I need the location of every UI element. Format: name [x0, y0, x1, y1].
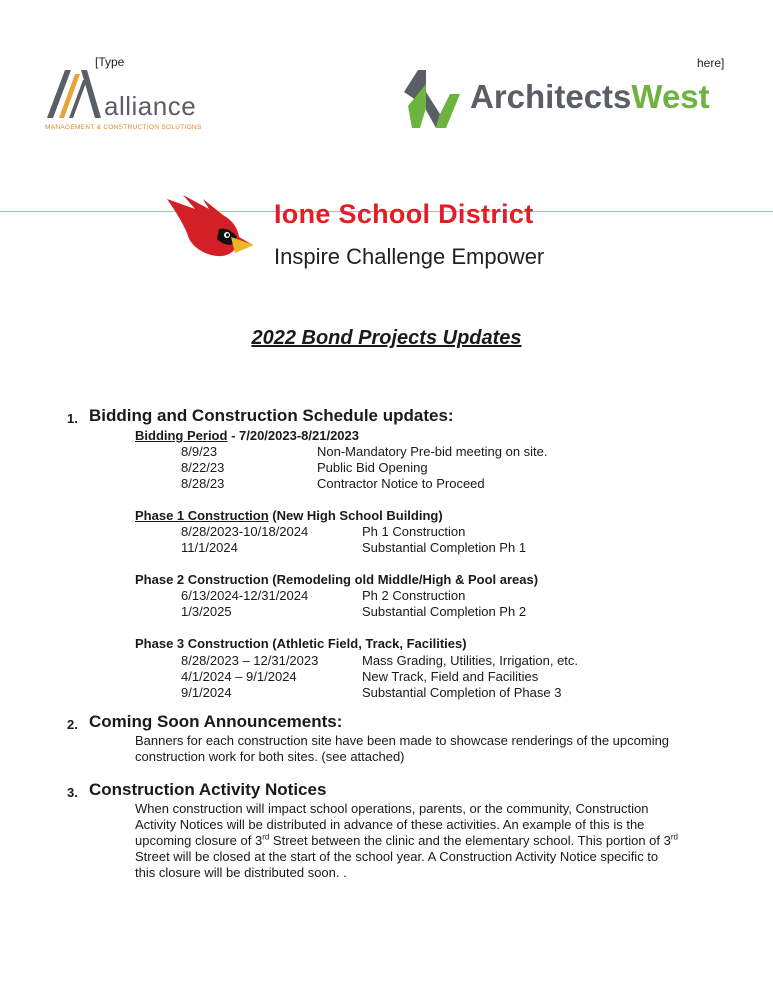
bidding-row-date: 8/9/23 — [181, 444, 218, 459]
phase-1-row-date: 8/28/2023-10/18/2024 — [181, 524, 309, 539]
alliance-logo-icon — [45, 70, 101, 118]
bidding-period-range: - 7/20/2023-8/21/2023 — [227, 428, 360, 443]
phase-3-row-desc: Mass Grading, Utilities, Irrigation, etc. — [362, 653, 579, 668]
bidding-row-desc: Contractor Notice to Proceed — [317, 476, 485, 491]
section-3-line: When construction will impact school operations, parents, or the community, Construction — [135, 801, 649, 816]
phase-3-row-date: 9/1/2024 — [181, 685, 232, 700]
phase-3-row-date: 4/1/2024 – 9/1/2024 — [181, 669, 297, 684]
header-placeholder-right: here] — [697, 56, 725, 70]
bidding-row-date: 8/22/23 — [181, 460, 225, 475]
architects-west-word-1: Architects — [470, 78, 632, 115]
architects-west-logo-icon — [404, 70, 464, 128]
section-3-line — [135, 833, 678, 849]
section-2-line: Banners for each construction site have been made to showcase renderings of the upcoming — [135, 733, 670, 748]
alliance-logo-tagline: MANAGEMENT & CONSTRUCTION SOLUTIONS — [45, 124, 202, 131]
phase-2-heading: Phase 2 Construction (Remodeling old Middle/High & Pool areas) — [135, 572, 539, 587]
phase-1-label: Phase 1 Construction — [135, 508, 269, 523]
phase-2-row-date: 1/3/2025 — [181, 604, 232, 619]
phase-2-row-date: 6/13/2024-12/31/2024 — [181, 588, 309, 603]
bidding-row-desc: Public Bid Opening — [317, 460, 428, 475]
section-3-line-part: Street between the clinic and the elementary school. This portion of 3 — [269, 833, 671, 848]
section-3-line-part: upcoming closure of 3 — [135, 833, 263, 848]
section-3-number: 3. — [67, 785, 78, 800]
phase-1-row-desc: Substantial Completion Ph 1 — [362, 540, 527, 555]
section-3-title: Construction Activity Notices — [89, 780, 327, 799]
architects-west-word-2: West — [631, 78, 710, 115]
architects-west-wordmark — [470, 78, 710, 116]
superscript-rd: rd — [262, 832, 270, 842]
section-1-title: Bidding and Construction Schedule updates: — [89, 406, 454, 425]
district-name: Ione School District — [274, 199, 534, 229]
phase-3-row-desc: New Track, Field and Facilities — [362, 669, 539, 684]
bidding-period-label: Bidding Period — [135, 428, 228, 443]
phase-1-row-desc: Ph 1 Construction — [362, 524, 466, 539]
section-3-line: Activity Notices will be distributed in advance of these activities. An example of this is the — [135, 817, 645, 832]
section-2-line: construction work for both sites. (see attached) — [135, 749, 405, 764]
phase-2-row-desc: Ph 2 Construction — [362, 588, 466, 603]
bidding-period-heading — [135, 428, 359, 443]
phase-1-note: (New High School Building) — [268, 508, 443, 523]
phase-1-row-date: 11/1/2024 — [181, 540, 238, 555]
superscript-rd: rd — [670, 832, 678, 842]
alliance-logo-wordmark: alliance — [104, 91, 197, 121]
section-3-line: Street will be closed at the start of the school year. A Construction Activity Notice specific to — [135, 849, 659, 864]
cardinal-mascot-icon — [165, 193, 255, 263]
section-1-number: 1. — [67, 411, 78, 426]
header-placeholder-left: [Type — [95, 55, 125, 69]
section-3-line: this closure will be distributed soon. . — [135, 865, 347, 880]
phase-3-row-desc: Substantial Completion of Phase 3 — [362, 685, 562, 700]
district-tagline: Inspire Challenge Empower — [274, 244, 545, 269]
section-2-number: 2. — [67, 717, 78, 732]
phase-1-heading — [135, 508, 443, 523]
phase-3-heading: Phase 3 Construction (Athletic Field, Track, Facilities) — [135, 636, 467, 651]
bidding-row-date: 8/28/23 — [181, 476, 225, 491]
bidding-row-desc: Non-Mandatory Pre-bid meeting on site. — [317, 444, 548, 459]
document-title: 2022 Bond Projects Updates — [251, 327, 522, 349]
phase-3-row-date: 8/28/2023 – 12/31/2023 — [181, 653, 319, 668]
section-2-title: Coming Soon Announcements: — [89, 712, 343, 731]
phase-2-row-desc: Substantial Completion Ph 2 — [362, 604, 527, 619]
